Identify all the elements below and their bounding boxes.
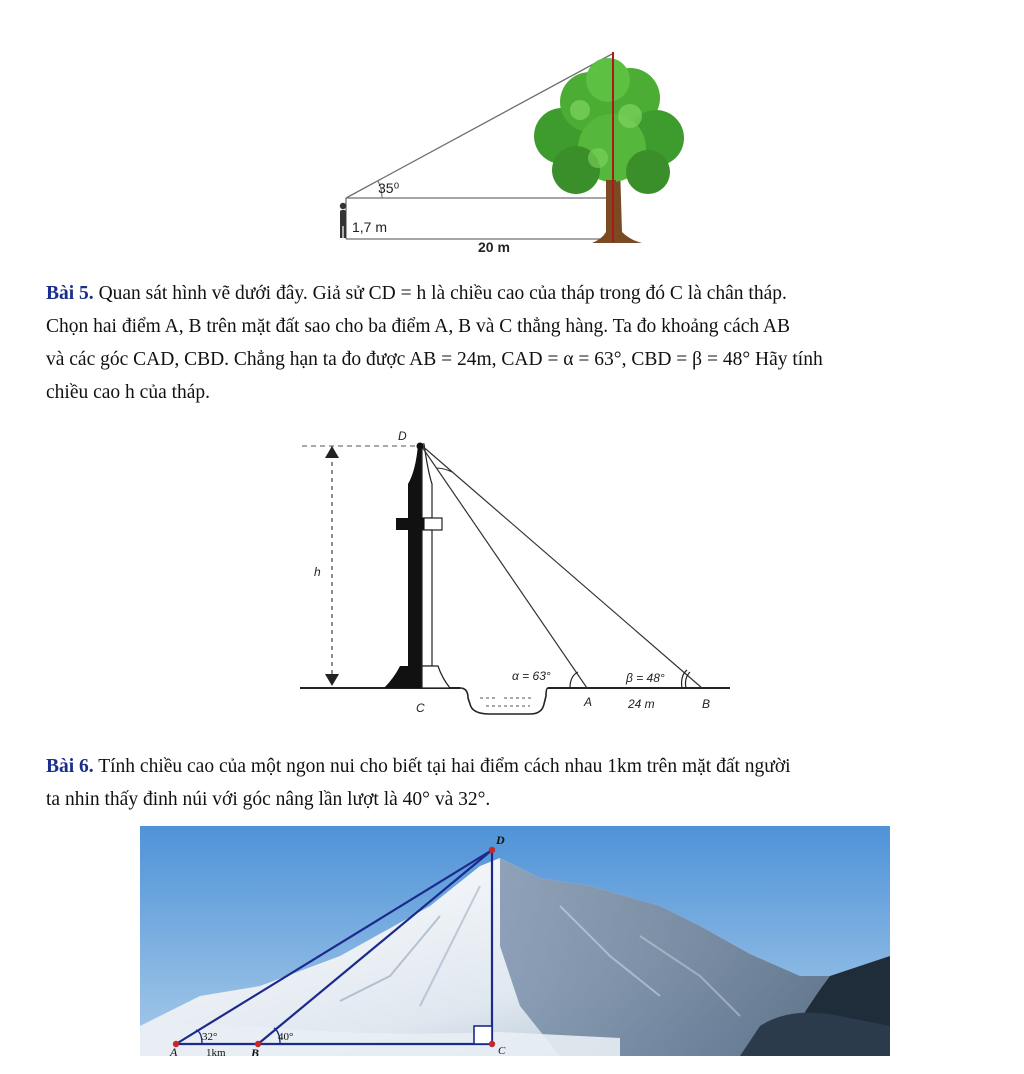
right-angle-marker bbox=[474, 1026, 492, 1044]
person-icon bbox=[340, 203, 346, 238]
angle-a-label: 32° bbox=[202, 1031, 218, 1043]
point-b-label: B bbox=[251, 1046, 260, 1056]
bai5-line-4: chiều cao h của tháp. bbox=[46, 382, 211, 403]
point-d-label: D bbox=[398, 429, 407, 443]
point-c-label: C bbox=[416, 701, 425, 715]
distance-label: 24 m bbox=[628, 697, 655, 711]
mountain-figure bbox=[140, 826, 890, 1056]
bai6-line-2: ta nhin thấy đinh núi với góc nâng lần lượt là 40° và 32°. bbox=[46, 789, 491, 810]
point-a-label: A bbox=[170, 1045, 178, 1056]
pond bbox=[460, 688, 548, 714]
point-b-label: B bbox=[702, 697, 711, 711]
angle-label: 35⁰ bbox=[378, 180, 400, 196]
alpha-label: α = 63° bbox=[512, 669, 551, 683]
tower-icon bbox=[384, 444, 450, 688]
bai6-paragraph bbox=[46, 750, 996, 816]
bai5-line-3: và các góc CAD, CBD. Chẳng hạn ta đo được AB = 24m, CAD = α = 63°, CBD = β = 48° Hãy tính bbox=[46, 349, 823, 370]
sight-line-b bbox=[420, 444, 702, 688]
angle-b-label: 40° bbox=[278, 1031, 294, 1043]
bai6-number: Bài 6. bbox=[46, 756, 94, 777]
eye-height-label: 1,7 m bbox=[352, 219, 388, 235]
bai5-paragraph bbox=[46, 277, 996, 409]
alpha-arc bbox=[570, 672, 578, 688]
beta-label: β = 48° bbox=[626, 671, 665, 685]
distance-label: 20 m bbox=[478, 239, 510, 255]
tower-figure bbox=[290, 422, 740, 722]
point-a-label: A bbox=[584, 695, 593, 709]
height-label: h bbox=[314, 565, 321, 579]
bai5-number: Bài 5. bbox=[46, 283, 94, 304]
point-c-label: C bbox=[498, 1045, 506, 1056]
sight-line-a bbox=[420, 444, 587, 688]
distance-label: 1km bbox=[206, 1047, 226, 1056]
tree-icon bbox=[534, 58, 684, 243]
tree-figure bbox=[330, 40, 710, 255]
bai5-line-2: Chọn hai điểm A, B trên mặt đất sao cho ba điểm A, B và C thẳng hàng. Ta đo khoảng cách AB bbox=[46, 316, 791, 337]
bai5-line-1: Quan sát hình vẽ dưới đây. Giả sử CD = h là chiều cao của tháp trong đó C là chân tháp. bbox=[98, 283, 787, 304]
bai6-line-1: Tính chiều cao của một ngon nui cho biết tại hai điểm cách nhau 1km trên mặt đất người bbox=[98, 756, 791, 777]
point-d-label: D bbox=[496, 833, 505, 847]
